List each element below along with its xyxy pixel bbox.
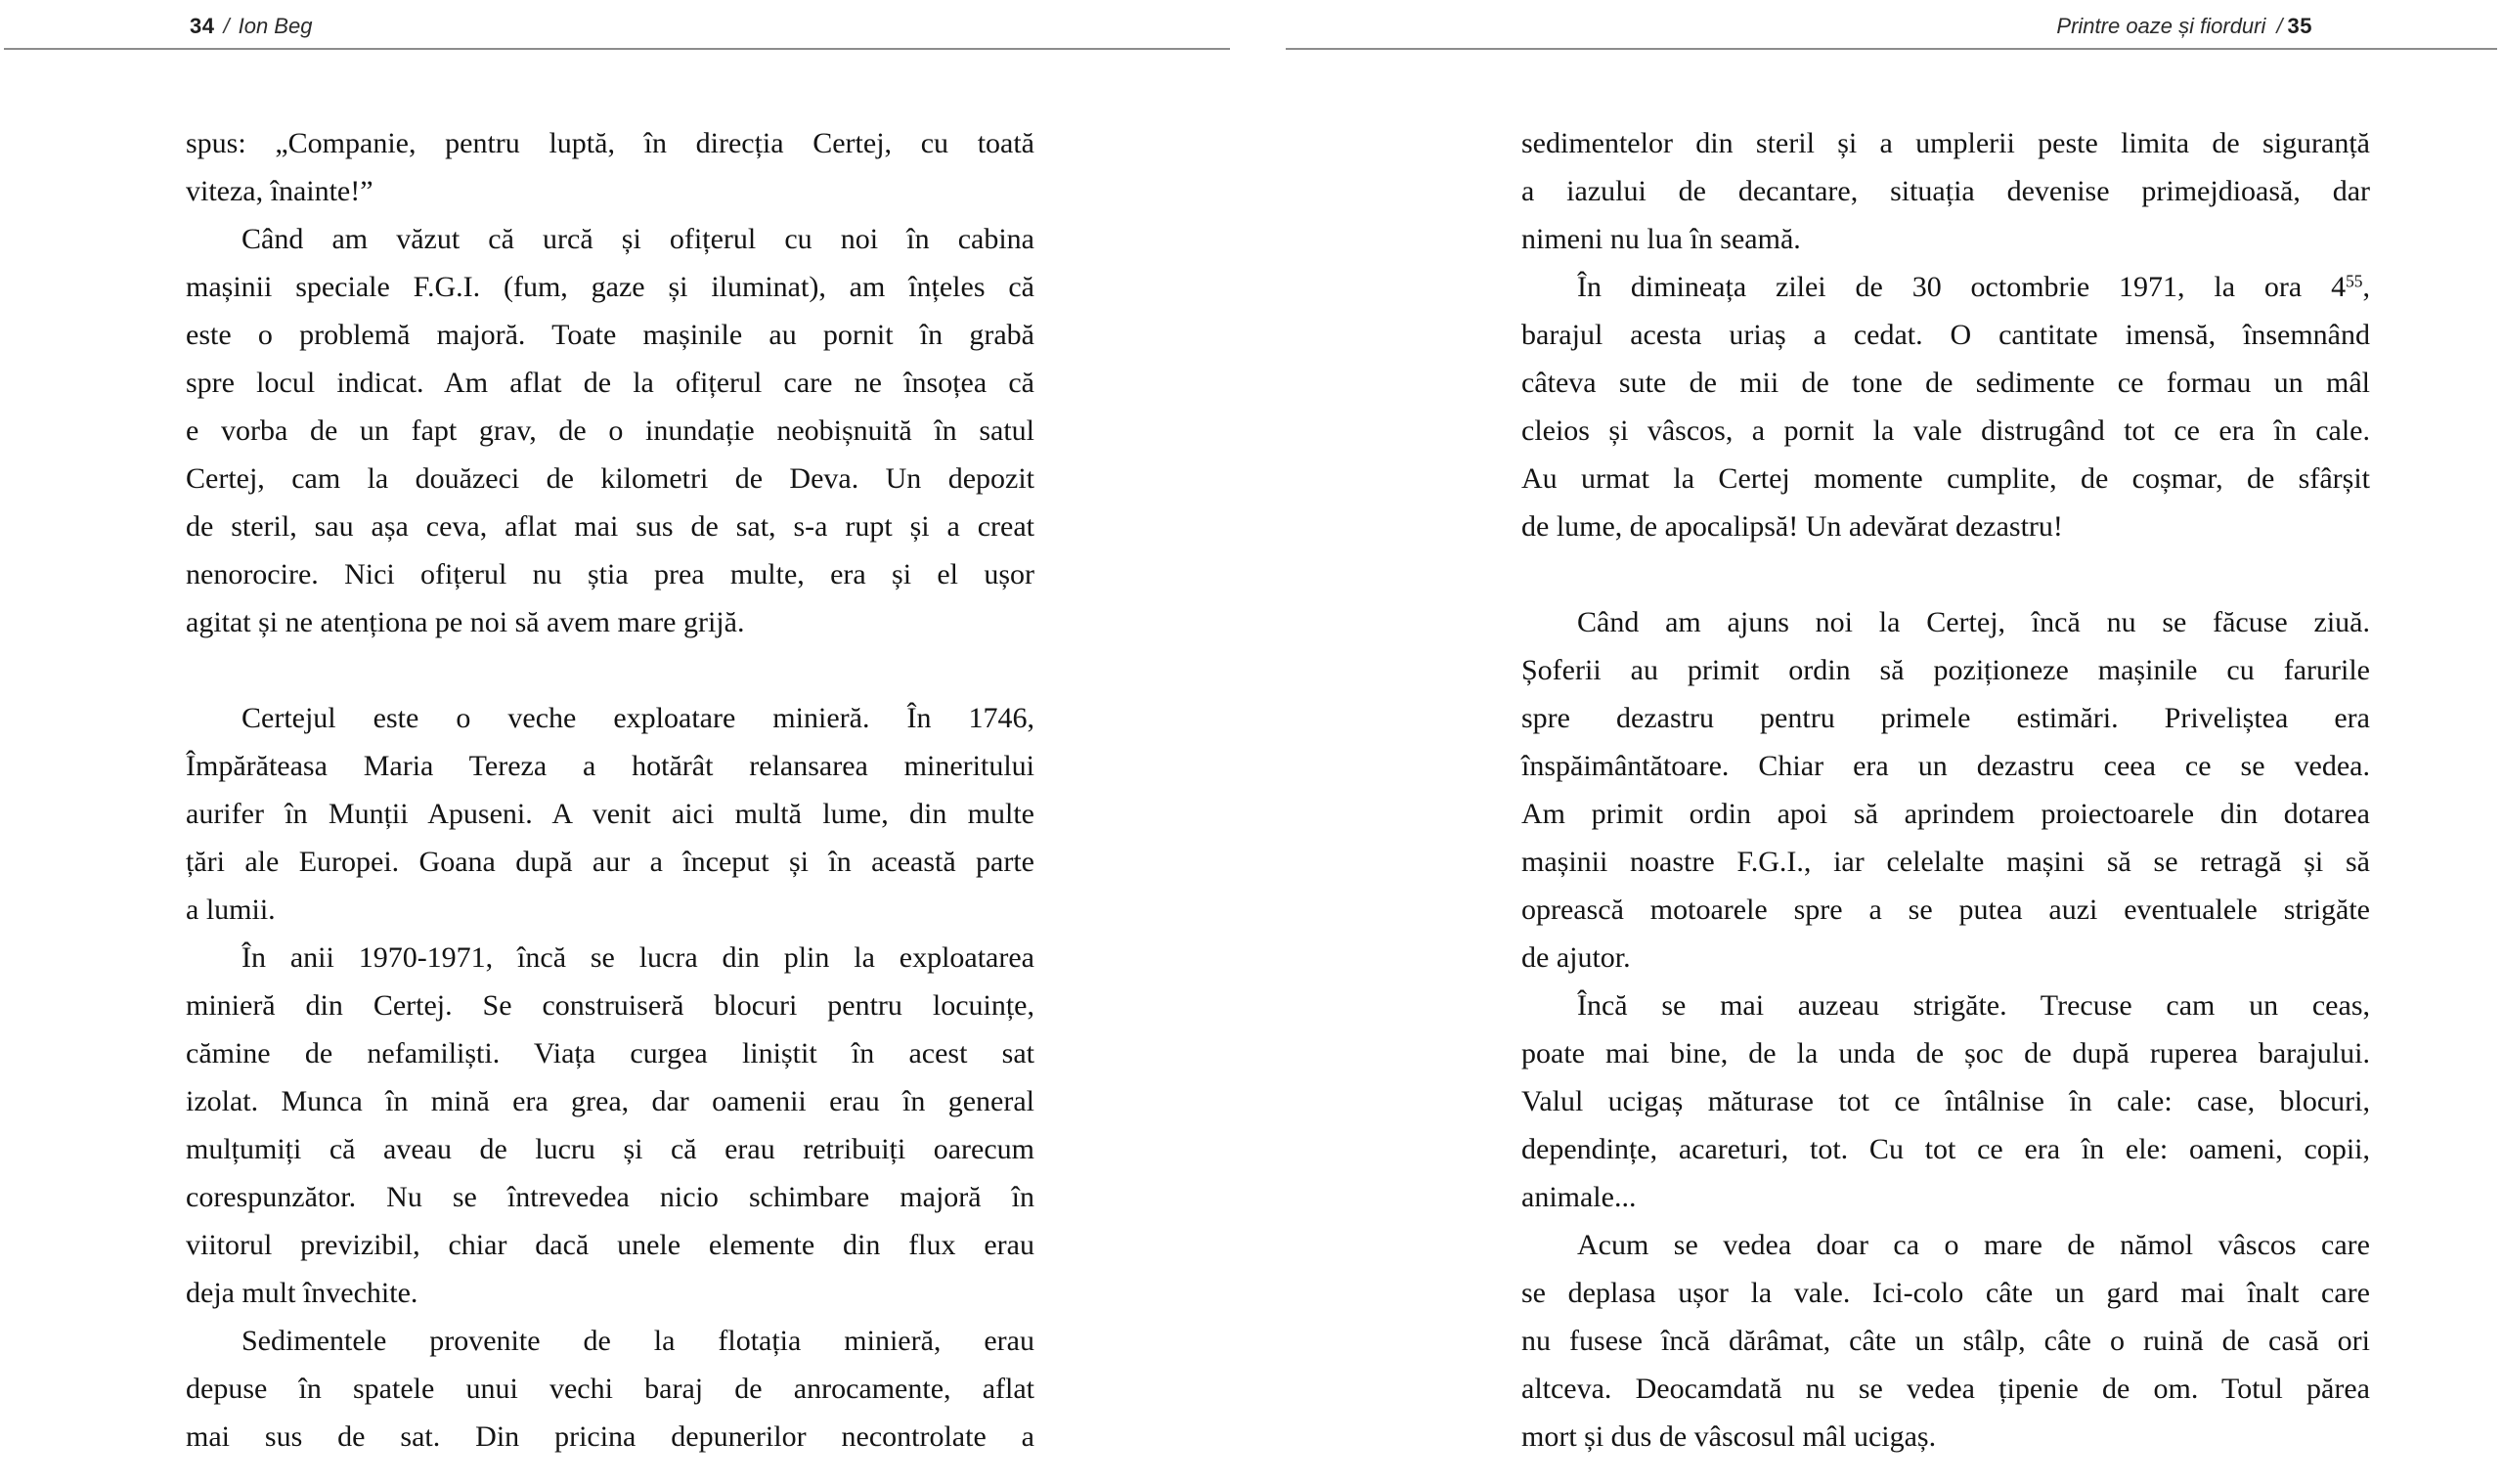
text-line: spre dezastru pentru primele estimări. Priveliștea era (1521, 702, 2370, 734)
text-line: mașinii speciale F.G.I. (fum, gaze și iluminat), am înțeles că (186, 271, 1034, 303)
text-line: oprească motoarele spre a se putea auzi eventualele strigăte (1521, 894, 2370, 926)
text-line: Valul ucigaș măturase tot ce întâlnise în cale: case, blocuri, (1521, 1085, 2370, 1117)
paragraph (1521, 263, 2370, 550)
text-line: minieră din Certej. Se construiseră blocuri pentru locuințe, (186, 989, 1034, 1022)
text-line: spre locul indicat. Am aflat de la ofițerul care ne însoțea că (186, 367, 1034, 399)
paragraph (186, 215, 1034, 646)
header-rule (4, 48, 1230, 50)
page-header-left (190, 14, 312, 39)
text-line: câteva sute de mii de tone de sedimente ce formau un mâl (1521, 367, 2370, 399)
text-line: se deplasa ușor la vale. Ici-colo câte un gard mai înalt care (1521, 1277, 2370, 1309)
text-line: În dimineața zilei de 30 octombrie 1971, la ora $4^{55}$, (1577, 271, 2370, 303)
page-number: 35 (2287, 14, 2312, 38)
text-line: viitorul previzibil, chiar dacă unele elemente din flux erau (186, 1229, 1034, 1261)
paragraph (1521, 119, 2370, 263)
text-line: e vorba de un fapt grav, de o inundație neobișnuită în satul (186, 415, 1034, 447)
text-line: de ajutor. (1521, 941, 1631, 974)
text-line: de lume, de apocalipsă! Un adevărat dezastru! (1521, 510, 2063, 543)
text-line: corespunzător. Nu se întrevedea nicio schimbare majoră în (186, 1181, 1034, 1213)
text-line: cămine de nefamiliști. Viața curgea liniștit în acest sat (186, 1037, 1034, 1069)
text-line: poate mai bine, de la unda de șoc de după ruperea barajului. (1521, 1037, 2370, 1069)
text-line: de steril, sau așa ceva, aflat mai sus de sat, s-a rupt și a creat (186, 510, 1034, 543)
text-line: Sedimentele provenite de la flotația minieră, erau (242, 1325, 1034, 1357)
text-line: depuse în spatele unui vechi baraj de anrocamente, aflat (186, 1373, 1034, 1405)
page-right (1256, 0, 2503, 1484)
text-line: Au urmat la Certej momente cumplite, de coșmar, de sfârșit (1521, 462, 2370, 495)
text-line: Acum se vedea doar ca o mare de nămol vâscos care (1577, 1229, 2370, 1261)
paragraph (186, 694, 1034, 934)
paragraph (1521, 598, 2370, 982)
page-body-right (1521, 119, 2370, 1461)
text-line: aurifer în Munții Apuseni. A venit aici multă lume, din multe (186, 798, 1034, 830)
text-line: În anii 1970-1971, încă se lucra din plin la exploatarea (242, 941, 1034, 974)
running-title: Ion Beg (238, 14, 313, 38)
text-line: Încă se mai auzeau strigăte. Trecuse cam un ceas, (1577, 989, 2370, 1022)
text-line: animale... (1521, 1181, 1637, 1213)
text-line: viteza, înainte!” (186, 175, 373, 207)
text-line: este o problemă majoră. Toate mașinile au pornit în grabă (186, 319, 1034, 351)
header-separator: / (2276, 14, 2283, 38)
text-line: sedimentelor din steril și a umplerii peste limita de siguranță (1521, 127, 2370, 159)
text-line: barajul acesta uriaș a cedat. O cantitate imensă, însemnând (1521, 319, 2370, 351)
text-line: a lumii. (186, 894, 276, 926)
paragraph (1521, 1221, 2370, 1461)
text-line: cleios și vâscos, a pornit la vale distrugând tot ce era în cale. (1521, 415, 2370, 447)
text-line: Șoferii au primit ordin să poziționeze mașinile cu farurile (1521, 654, 2370, 686)
text-line: nu fusese încă dărâmat, câte un stâlp, câte o ruină de casă ori (1521, 1325, 2370, 1357)
text-line: Am primit ordin apoi să aprindem proiectoarele din dotarea (1521, 798, 2370, 830)
text-line: nimeni nu lua în seamă. (1521, 223, 1801, 255)
page-header-right (2056, 14, 2312, 39)
text-line: a iazului de decantare, situația devenise primejdioasă, dar (1521, 175, 2370, 207)
page-body-left (186, 119, 1034, 1461)
text-line: deja mult învechite. (186, 1277, 418, 1309)
text-line: înspăimântătoare. Chiar era un dezastru ceea ce se vedea. (1521, 750, 2370, 782)
header-separator: / (223, 14, 230, 38)
text-line: dependințe, acareturi, tot. Cu tot ce era în ele: oameni, copii, (1521, 1133, 2370, 1165)
text-line: mort și dus de vâscosul mâl ucigaș. (1521, 1420, 1937, 1453)
text-line: nenorocire. Nici ofițerul nu știa prea multe, era și el ușor (186, 558, 1034, 590)
text-line: mai sus de sat. Din pricina depunerilor necontrolate a (186, 1420, 1034, 1453)
text-line: Împărăteasa Maria Tereza a hotărât relansarea mineritului (186, 750, 1034, 782)
text-line: altceva. Deocamdată nu se vedea țipenie de om. Totul părea (1521, 1373, 2370, 1405)
text-line: Când am văzut că urcă și ofițerul cu noi în cabina (242, 223, 1034, 255)
paragraph (1521, 982, 2370, 1221)
running-title: Printre oaze și fiorduri (2056, 14, 2266, 38)
text-line: spus: „Companie, pentru luptă, în direcția Certej, cu toată (186, 127, 1034, 159)
text-line: Certejul este o veche exploatare minieră. În 1746, (242, 702, 1034, 734)
text-line: mulțumiți că aveau de lucru și că erau retribuiți oarecum (186, 1133, 1034, 1165)
superscript: 55 (2346, 271, 2363, 291)
paragraph (186, 934, 1034, 1317)
header-rule (1286, 48, 2497, 50)
text-line: agitat și ne atenționa pe noi să avem mare grijă. (186, 606, 745, 638)
text-line: țări ale Europei. Goana după aur a început și în această parte (186, 846, 1034, 878)
text-line: izolat. Munca în mină era grea, dar oamenii erau în general (186, 1085, 1034, 1117)
paragraph (186, 1317, 1034, 1461)
text-line: Certej, cam la douăzeci de kilometri de Deva. Un depozit (186, 462, 1034, 495)
page-number: 34 (190, 14, 215, 38)
text-line: mașinii noastre F.G.I., iar celelalte mașini să se retragă și să (1521, 846, 2370, 878)
text-line: Când am ajuns noi la Certej, încă nu se făcuse ziuă. (1577, 606, 2370, 638)
paragraph (186, 119, 1034, 215)
